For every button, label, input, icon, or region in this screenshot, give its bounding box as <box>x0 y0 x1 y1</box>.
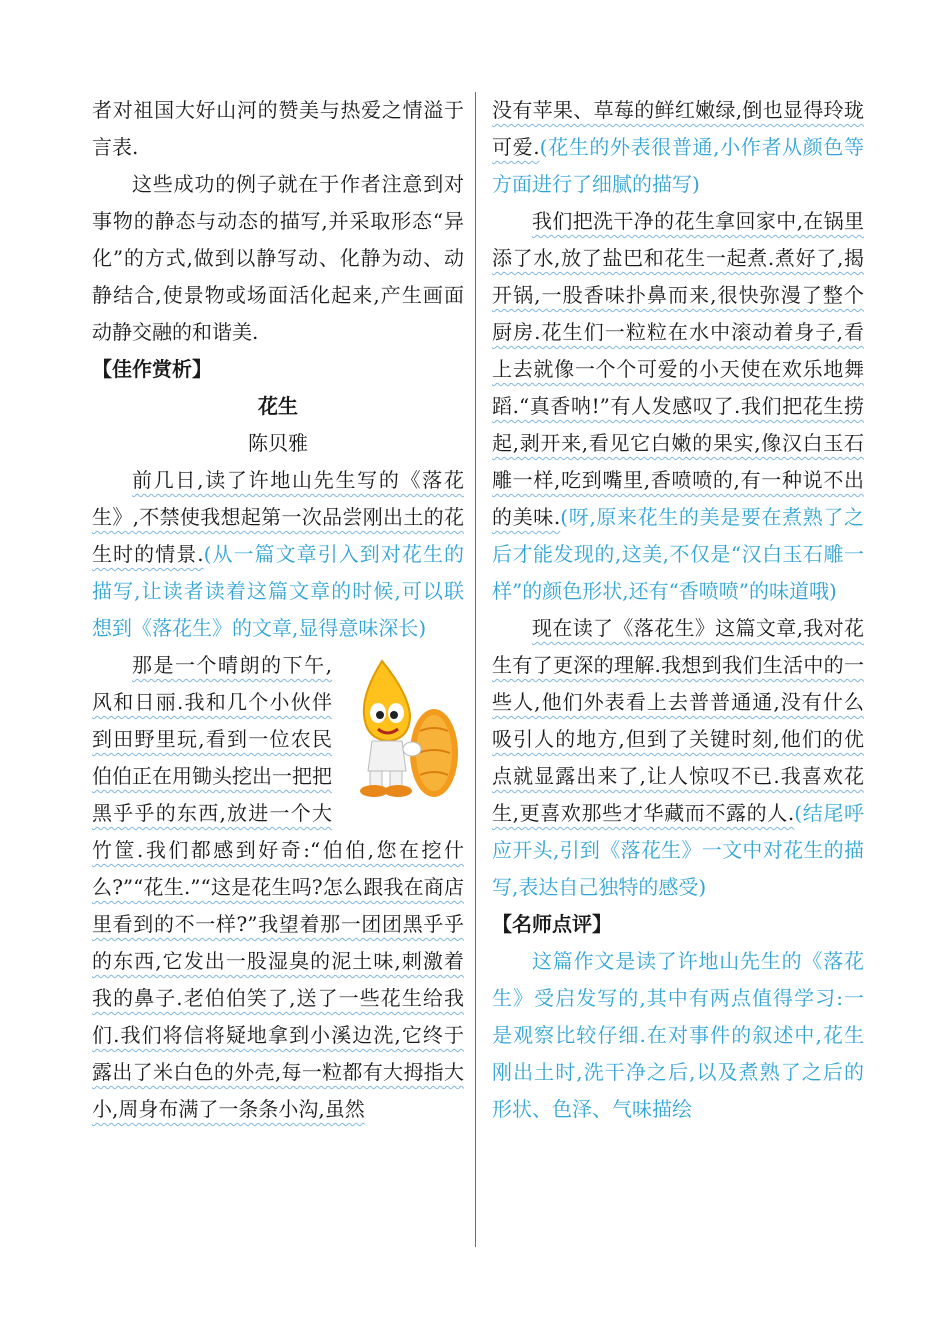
left-column <box>92 92 464 1128</box>
annotation-note: (呀,原来花生的美是要在煮熟了之后才能发现的,这美,不仅是“汉白玉石雕一样”的颜色形状,还有“香喷喷”的味道哦) <box>492 505 864 603</box>
right-column <box>492 92 864 1128</box>
column-divider <box>475 92 476 1247</box>
teacher-review: 这篇作文是读了许地山先生的《落花生》受启发写的,其中有两点值得学习:一是观察比较仔细.在对事件的叙述中,花生刚出土时,洗干净之后,以及煮熟了之后的形状、色泽、气味描绘 <box>492 949 864 1121</box>
section-title-review: 【名师点评】 <box>492 912 612 936</box>
peanut-mascot-icon <box>342 653 464 803</box>
essay-paragraph-4 <box>492 610 864 906</box>
essay-text: 没有苹果、草莓的鲜红嫩绿,倒也显得玲珑可爱. <box>492 98 864 159</box>
paragraph-summary: 这些成功的例子就在于作者注意到对事物的静态与动态的描写,并采取形态“异化”的方式,做到以静写动、化静为动、动静结合,使景物或场面活化起来,产生画面动静交融的和谐美. <box>92 172 464 344</box>
essay-title: 花生 <box>258 394 298 418</box>
paragraph-top: 者对祖国大好山河的赞美与热爱之情溢于言表. <box>92 98 464 159</box>
essay-author: 陈贝雅 <box>248 431 308 455</box>
section-title-essay: 【佳作赏析】 <box>92 357 212 381</box>
essay-paragraph-1 <box>92 462 464 647</box>
annotation-note: (结尾呼应开头,引到《落花生》一文中对花生的描写,表达自己独特的感受) <box>492 801 864 899</box>
essay-paragraph-3 <box>492 203 864 610</box>
essay-text: 那是一个晴朗的下午,风和日丽.我和几个小伙伴到田野里玩,看到一位农民伯伯正在用锄头挖出一把把黑乎乎的东西,放进一个大竹筐.我们都感到好奇:“伯伯,您在挖什么?”“花生.”“这是花生吗?怎么跟我在商店里看到的不一样?”我望着那一团团黑乎乎的东西,它发出一股湿臭的泥土味,刺激着我的鼻子.老伯伯笑了,送了一些花生给我们.我们将信将疑地拿到小溪边洗,它终于露出了米白色的外壳,每一粒都有大拇指大小,周身布满了一条条小沟,虽然 <box>92 653 464 1121</box>
essay-text: 我们把洗干净的花生拿回家中,在锅里添了水,放了盐巴和花生一起煮.煮好了,揭开锅,一股香味扑鼻而来,很快弥漫了整个厨房.花生们一粒粒在水中滚动着身子,看上去就像一个个可爱的小天使在欢乐地舞蹈.“真香呐!”有人发感叹了.我们把花生捞起,剥开来,看见它白嫩的果实,像汉白玉石雕一样,吃到嘴里,香喷喷的,有一种说不出的美味. <box>492 209 864 529</box>
essay-paragraph-2 <box>92 647 464 1128</box>
essay-text: 现在读了《落花生》这篇文章,我对花生有了更深的理解.我想到我们生活中的一些人,他们外表看上去普普通通,没有什么吸引人的地方,但到了关键时刻,他们的优点就显露出来了,让人惊叹不已.我喜欢花生,更喜欢那些才华藏而不露的人. <box>492 616 864 825</box>
annotation-note: (从一篇文章引入到对花生的描写,让读者读着这篇文章的时候,可以联想到《落花生》的文章,显得意味深长) <box>92 542 464 640</box>
essay-text: 前几日,读了许地山先生写的《落花生》,不禁使我想起第一次品尝刚出土的花生时的情景. <box>92 468 464 566</box>
annotation-note: (花生的外表很普通,小作者从颜色等方面进行了细腻的描写) <box>492 135 864 196</box>
essay-paragraph-2-continued <box>492 92 864 203</box>
